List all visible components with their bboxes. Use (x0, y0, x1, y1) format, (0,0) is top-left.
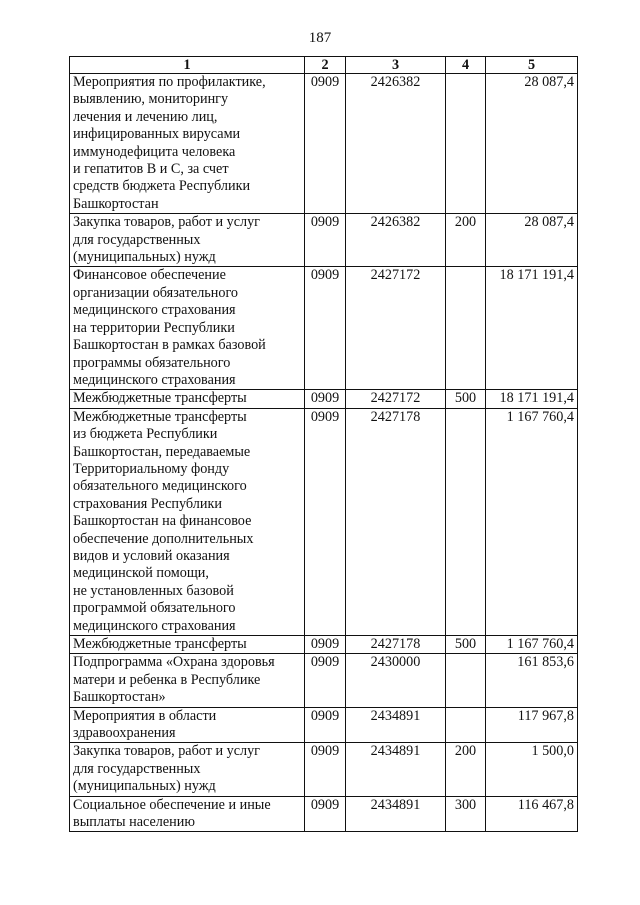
row-section-code: 0909 (305, 214, 346, 267)
column-header-1: 1 (70, 57, 305, 74)
row-name-line: Социальное обеспечение и иные (73, 796, 271, 813)
row-name-line: на территории Республики (73, 319, 235, 336)
row-name-line: матери и ребенка в Республике (73, 671, 261, 688)
row-name-line: Мероприятия в области (73, 707, 217, 724)
row-name-line: страхования Республики (73, 495, 222, 512)
row-amount: 117 967,8 (486, 707, 578, 743)
row-section-code: 0909 (305, 408, 346, 635)
row-name-line: выплаты населению (73, 814, 195, 831)
row-name-line: и гепатитов В и С, за счет (73, 161, 229, 178)
row-name (70, 267, 305, 390)
row-amount: 28 087,4 (486, 74, 578, 214)
row-amount: 1 167 760,4 (486, 408, 578, 635)
row-name-line: средств бюджета Республики (73, 178, 251, 195)
row-name-line: Закупка товаров, работ и услуг (73, 743, 260, 760)
row-name-line: Межбюджетные трансферты (73, 636, 247, 652)
row-name-line: выявлению, мониторингу (73, 91, 229, 108)
row-name-line: обязательного медицинского (73, 478, 247, 495)
row-article-code: 2426382 (346, 214, 446, 267)
row-expense-type: 200 (446, 214, 486, 267)
row-name-line: Башкортостан в рамках базовой (73, 337, 266, 354)
row-name-line: Закупка товаров, работ и услуг (73, 214, 260, 231)
row-name (70, 743, 305, 796)
row-expense-type (446, 654, 486, 707)
row-amount: 161 853,6 (486, 654, 578, 707)
row-name-line: иммунодефицита человека (73, 143, 236, 160)
row-name-line: медицинского страхования (73, 302, 236, 319)
row-name (70, 636, 305, 654)
row-section-code: 0909 (305, 390, 346, 408)
column-header-4: 4 (446, 57, 486, 74)
row-article-code: 2427172 (346, 267, 446, 390)
table-row (70, 636, 578, 654)
column-header-5: 5 (486, 57, 578, 74)
row-name-line: Башкортостан, передаваемые (73, 443, 251, 460)
row-article-code: 2434891 (346, 743, 446, 796)
row-name-line: программы обязательного (73, 354, 231, 371)
row-name-line: Башкортостан (73, 195, 159, 212)
row-name-line: видов и условий оказания (73, 547, 230, 564)
page-number: 187 (308, 30, 332, 46)
row-expense-type: 500 (446, 390, 486, 408)
row-name (70, 390, 305, 408)
table-row (70, 390, 578, 408)
row-section-code: 0909 (305, 636, 346, 654)
row-article-code: 2434891 (346, 796, 446, 832)
table-row (70, 267, 578, 390)
row-name-line: Межбюджетные трансферты (73, 390, 247, 407)
row-name-line: программой обязательного (73, 600, 236, 617)
row-article-code: 2426382 (346, 74, 446, 214)
row-name (70, 408, 305, 635)
row-section-code: 0909 (305, 743, 346, 796)
table-row (70, 654, 578, 707)
budget-table (69, 56, 578, 832)
row-name-line: Башкортостан на финансовое (73, 513, 252, 530)
row-name-line: (муниципальных) нужд (73, 778, 216, 795)
table-header-row (70, 57, 578, 74)
row-name-line: Территориальному фонду (73, 460, 230, 477)
row-name-line: здравоохранения (73, 725, 176, 742)
row-name-line: для государственных (73, 231, 201, 248)
row-name-line: Мероприятия по профилактике, (73, 74, 266, 90)
row-article-code: 2427178 (346, 408, 446, 635)
row-name-line: для государственных (73, 760, 201, 777)
table-row (70, 796, 578, 832)
row-name-line: инфицированных вирусами (73, 126, 241, 143)
row-expense-type (446, 707, 486, 743)
row-name (70, 796, 305, 832)
row-name-line: (муниципальных) нужд (73, 249, 216, 266)
row-name-line: из бюджета Республики (73, 426, 218, 443)
row-article-code: 2427172 (346, 390, 446, 408)
row-article-code: 2430000 (346, 654, 446, 707)
row-name-line: медицинского страхования (73, 617, 236, 634)
table-row (70, 214, 578, 267)
row-expense-type (446, 74, 486, 214)
row-expense-type (446, 267, 486, 390)
row-amount: 1 500,0 (486, 743, 578, 796)
table-body (70, 74, 578, 832)
row-name-line: Башкортостан» (73, 689, 166, 706)
row-name-line: Финансовое обеспечение (73, 267, 226, 284)
table-row (70, 707, 578, 743)
row-article-code: 2427178 (346, 636, 446, 654)
row-name-line: медицинского страхования (73, 371, 236, 388)
row-name-line: не установленных базовой (73, 582, 234, 599)
row-amount: 116 467,8 (486, 796, 578, 832)
row-amount: 18 171 191,4 (486, 390, 578, 408)
row-amount: 28 087,4 (486, 214, 578, 267)
row-article-code: 2434891 (346, 707, 446, 743)
row-section-code: 0909 (305, 74, 346, 214)
row-name (70, 74, 305, 214)
row-expense-type: 300 (446, 796, 486, 832)
row-name-line: лечения и лечению лиц, (73, 108, 218, 125)
row-name (70, 654, 305, 707)
row-name (70, 707, 305, 743)
row-amount: 1 167 760,4 (486, 636, 578, 654)
row-expense-type: 500 (446, 636, 486, 654)
table-row (70, 408, 578, 635)
row-name-line: медицинской помощи, (73, 565, 209, 582)
row-name-line: обеспечение дополнительных (73, 530, 254, 547)
row-name (70, 214, 305, 267)
row-section-code: 0909 (305, 796, 346, 832)
row-expense-type: 200 (446, 743, 486, 796)
row-section-code: 0909 (305, 267, 346, 390)
table-row (70, 743, 578, 796)
row-amount: 18 171 191,4 (486, 267, 578, 390)
table-row (70, 74, 578, 214)
row-expense-type (446, 408, 486, 635)
row-name-line: Подпрограмма «Охрана здоровья (73, 654, 275, 671)
column-header-2: 2 (305, 57, 346, 74)
row-name-line: организации обязательного (73, 284, 239, 301)
row-name-line: Межбюджетные трансферты (73, 408, 247, 425)
row-section-code: 0909 (305, 654, 346, 707)
row-section-code: 0909 (305, 707, 346, 743)
column-header-3: 3 (346, 57, 446, 74)
